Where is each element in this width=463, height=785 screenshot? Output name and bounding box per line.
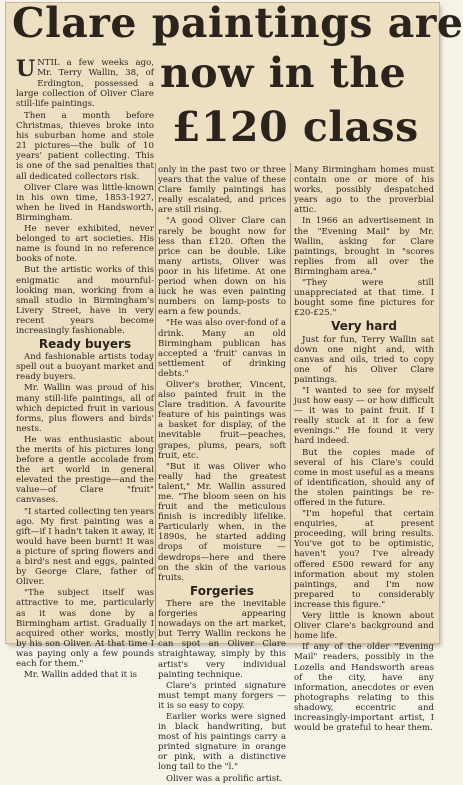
column-2 [158,165,286,785]
drop-cap: U [16,56,36,82]
paragraph: In 1966 an advertisement in the "Evening Mail" by Mr. Wallin, asking for Clare paintings, brought in "scores replies from all over the Birmingham area." [294,216,434,277]
intro-text: NTIL a few weeks ago, Mr. Terry Wallin, 38, of Erdington, possessed a large collection of Oliver Clare still-life paintings. [16,58,154,110]
headline-line-3: £120 class [172,103,419,151]
paragraph: "The subject itself was attractive to me, particularly as it was done by a Birmingham artist. Gradually I acquired other works, mostly by his son Oliver. At that time I was paying only a few pounds each for them." [16,588,154,669]
paragraph: "I'm hopeful that certain enquiries, at present proceeding, will bring results. You've got to be optimistic, haven't you? I've already offered £500 reward for any information about my stolen paintings, and I'm now prepared to considerably increase this figure." [294,509,434,610]
paragraph: Clare's printed signature must tempt many forgers — it is so easy to copy. [158,680,286,711]
paragraph: Oliver was a prolific artist. [166,773,283,784]
paragraph: Then a month before Christmas, thieves broke into his suburban home and stole 21 pictures—the bulk of 10 years' patient collecting. This is one of the sad penalties that all dedicated collectors risk. [16,111,154,182]
paragraph: And fashionable artists today spell out a buoyant market and ready buyers. [16,352,154,383]
paragraph: "They were still unappreciated at that time. I bought some fine pictures for £20-£25." [294,278,434,319]
paragraph: Just for fun, Terry Wallin sat down one night and, with canvas and oils, tried to copy one of his Oliver Clare paintings. [294,334,434,385]
paragraph: "I started collecting ten years ago. My first painting was a gift—if I hadn't taken it away, it would have been burnt! It was a picture of spring flowers and a bird's nest and eggs, painted by George Clare, father of Oliver. [16,506,154,588]
paragraph: If any of the older "Evening Mail" readers, possibly in the Lozells and Handsworth areas of the city, have any information, anecdotes or even photographs relating to this shadowy, eccentric and increasingly-important artist, I would be grateful to hear them. [294,642,434,734]
paragraph: But the artistic works of this enigmatic and mournful-looking man, working from a small studio in Birmingham's Livery Street, have in very recent years become increasingly fashionable. [16,265,154,336]
paragraph: Earlier works were signed in black handwriting, but most of his paintings carry a printed signature in orange or pink, with a distinctive long tail to the "l." [158,711,286,773]
newspaper-clipping [6,0,463,784]
paragraph: There are the inevitable forgeries appearing nowadays on the art market, but Terry Wallin reckons he can spot an Oliver Clare straightaway, simply by this artist's very individual painting technique. [158,598,286,680]
paragraph: He was enthusiastic about the merits of his pictures long before a gentle accolade from the art world in general elevated the prestige—and the value—of Clare "fruit" canvases. [16,434,154,506]
column-1 [16,111,154,681]
subhead-ready-buyers: Ready buyers [38,337,132,352]
paragraph: Oliver Clare was little-known in his own time, 1853-1927, when he lived in Handsworth, Birmingham. [16,182,154,223]
paragraph: "He was also over-fond of a drink. Many an old Birmingham publican has accepted a 'fruit' canvas in settlement of drinking debts." [158,318,286,379]
column-divider [155,163,156,639]
paragraph: Mr. Wallin added that it is [24,670,137,681]
paragraph: Very little is known about Oliver Clare's background and home life. [294,611,434,642]
paragraph: Oliver's brother, Vincent, also painted fruit in the Clare tradition. A favourite feature of his paintings was a basket for display, of the inevitable fruit—peaches, grapes, plums, pears, soft fruit, etc. [158,379,286,461]
article-intro [16,58,154,110]
paragraph: Many Birmingham homes must contain one or more of his works, possibly despatched years ago to the proverbial attic. [294,165,434,216]
paragraph: "A good Oliver Clare can rarely be bought now for less than £120. Often the price can be double. Like many artists, Oliver was poor in his lifetime. At one period when down on his luck he was even painting numbers on lamp-posts to earn a few pounds. [158,216,286,318]
headline-line-2: now in the [160,49,407,97]
subhead-forgeries: Forgeries [190,583,254,598]
paragraph: "But it was Oliver who really had the greatest talent," Mr. Wallin assured me. "The bloom seen on his fruit and the meticulous finish is incredibly lifelike. Particularly when, in the 1890s, he started adding drops of moisture — dewdrops—here and there on the skin of the various fruits. [158,461,286,583]
paragraph: He never exhibited, never belonged to art societies. His name is found in no reference books of note. [16,224,154,265]
headline-line-1: Clare paintings are [12,0,463,47]
paragraph: "I wanted to see for myself just how easy — or how difficult — it was to paint fruit. If I really stuck at it for a few evenings." He found it very hard indeed. [294,385,434,447]
column-3 [294,165,434,734]
column-divider [290,163,291,639]
subhead-very-hard: Very hard [331,319,397,334]
paragraph: Mr. Wallin was proud of his many still-life paintings, all of which depicted fruit in various forms, plus flowers and birds' nests. [16,383,154,434]
paragraph: only in the past two or three years that the value of these Clare family paintings has really escalated, and prices are still rising. [158,165,286,216]
paragraph: But the copies made of several of his Clare's could come in most useful as a means of identification, should any of the stolen paintings be re-offered in the future. [294,447,434,508]
